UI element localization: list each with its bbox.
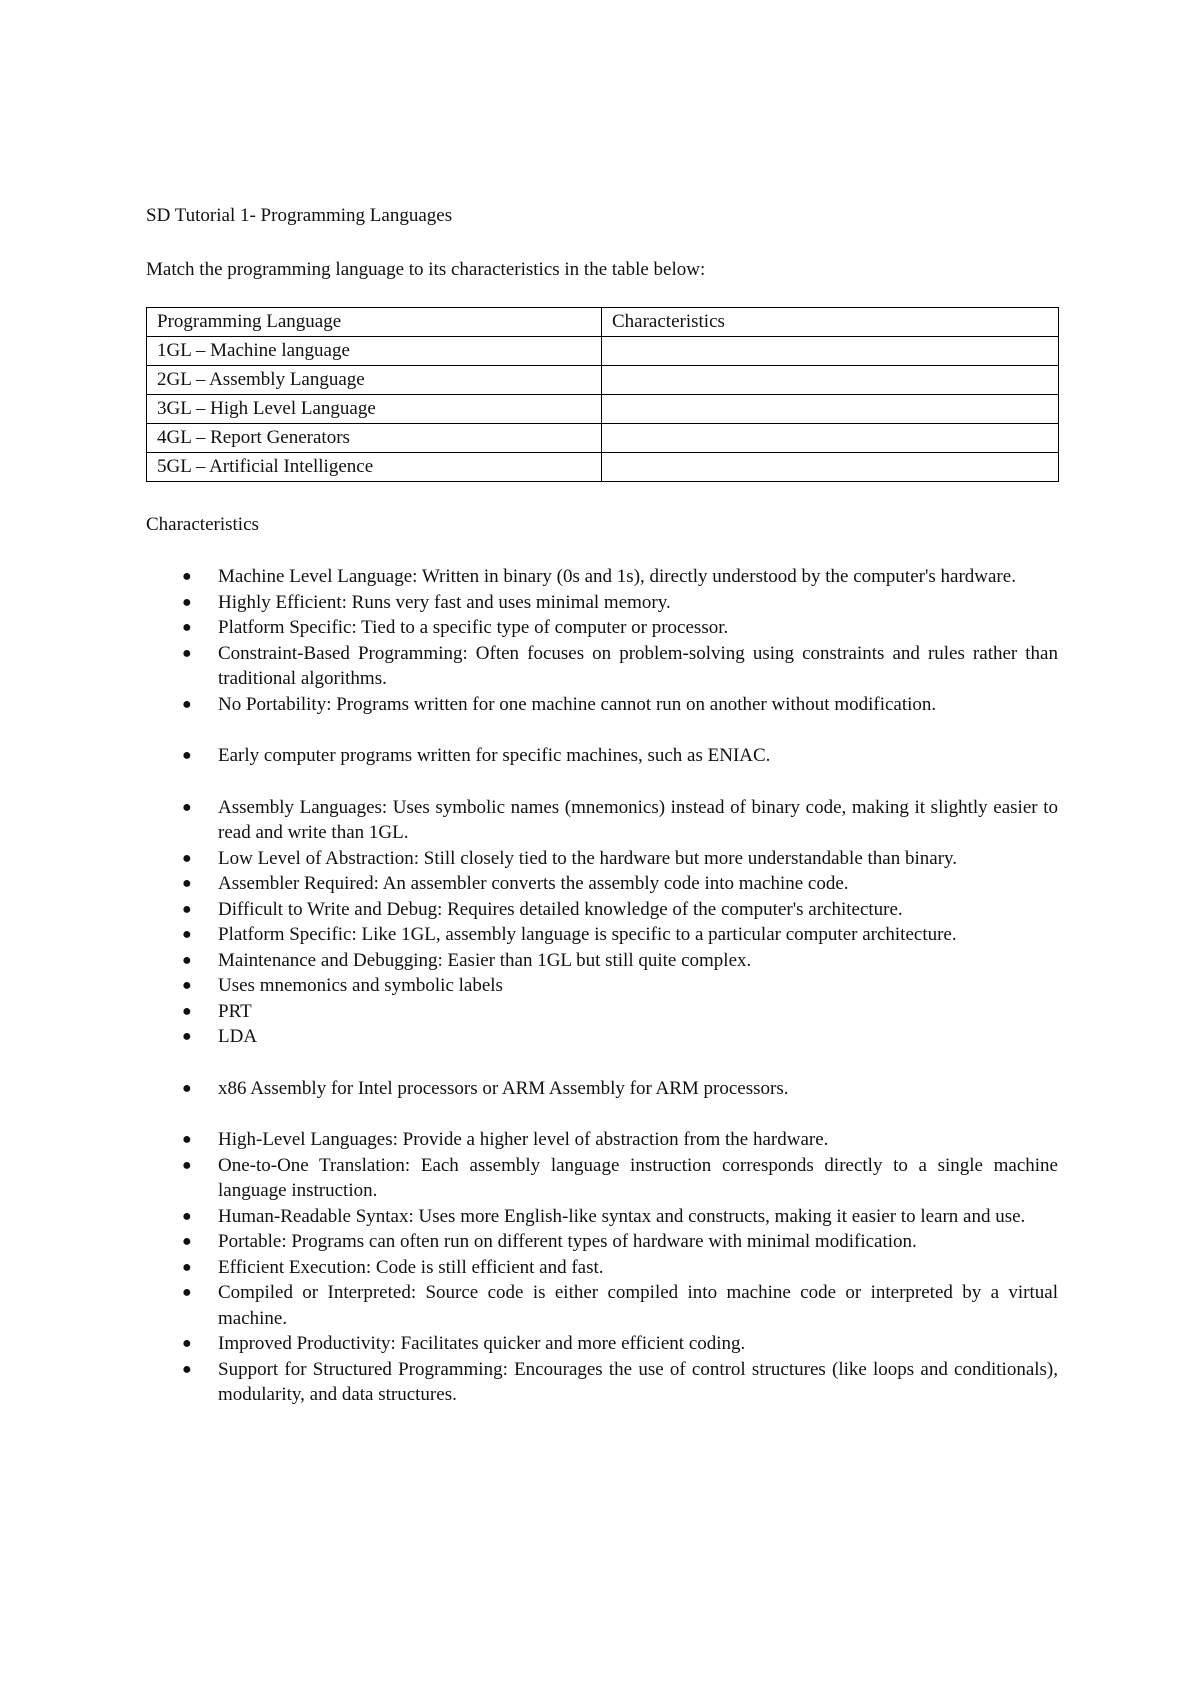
list-item-text: Support for Structured Programming: Encourages the use of control structures (like loops and conditionals), modularity, and data structures. [218,1358,1058,1405]
list-item [146,922,1058,948]
bullet-icon: ● [182,619,192,636]
bullet-icon: ● [182,644,192,662]
language-cell: 1GL – Machine language [147,337,602,366]
list-item [146,590,1058,616]
list-item [146,564,1058,590]
list-item-text: Maintenance and Debugging: Easier than 1GL but still quite complex. [218,949,752,971]
list-item [146,1076,1058,1102]
table-body [147,337,1059,482]
bullet-icon: ● [182,1156,192,1174]
bullet-icon: ● [182,875,192,892]
list-item [146,1153,1058,1204]
bullet-icon: ● [182,1002,192,1020]
table-row [147,453,1059,482]
characteristics-cell[interactable] [602,395,1059,424]
matching-table [146,307,1059,482]
instruction-text: Match the programming language to its characteristics in the table below: [146,259,706,280]
bullet-list [146,795,1058,1050]
characteristics-cell[interactable] [602,424,1059,453]
bullet-icon: ● [182,1233,192,1250]
list-item [146,1280,1058,1331]
list-item-text: One-to-One Translation: Each assembly language instruction corresponds directly to a single machine language instruction. [218,1154,1058,1201]
bullet-icon: ● [182,977,192,994]
header-characteristics: Characteristics [602,308,1059,337]
list-item [146,1255,1058,1281]
list-item [146,1024,1058,1050]
bullet-icon: ● [182,593,192,611]
list-item-text: Uses mnemonics and symbolic labels [218,975,503,996]
list-item-text: PRT [218,1000,252,1022]
bullet-icon: ● [182,1284,192,1301]
bullet-icon: ● [182,926,192,943]
bullet-icon: ● [182,1360,192,1378]
list-item [146,692,1058,718]
list-item [146,871,1058,897]
language-cell: 5GL – Artificial Intelligence [147,453,602,482]
list-item-text: No Portability: Programs written for one machine cannot run on another without modification. [218,693,937,715]
bullet-icon: ● [182,1079,192,1097]
list-item-text: Early computer programs written for specific machines, such as ENIAC. [218,745,771,766]
bullet-list [146,1127,1058,1408]
list-item [146,1331,1058,1357]
list-item [146,1357,1058,1408]
list-item-text: Assembly Languages: Uses symbolic names (mnemonics) instead of binary code, making it slightly easier to read and write than 1GL. [218,796,1058,843]
bullet-icon: ● [182,798,192,816]
list-item-text: Improved Productivity: Facilitates quicker and more efficient coding. [218,1333,746,1354]
list-item-text: Platform Specific: Like 1GL, assembly language is specific to a particular computer architecture. [218,924,957,945]
list-item [146,948,1058,974]
list-item-text: Highly Efficient: Runs very fast and uses minimal memory. [218,591,671,613]
list-item-text: Machine Level Language: Written in binary (0s and 1s), directly understood by the computer's hardware. [218,566,1016,587]
language-cell: 3GL – High Level Language [147,395,602,424]
characteristics-heading: Characteristics [146,514,259,535]
list-item [146,999,1058,1025]
document-title: SD Tutorial 1- Programming Languages [146,205,453,226]
list-item-text: Low Level of Abstraction: Still closely tied to the hardware but more understandable than binary. [218,847,958,869]
bullet-icon: ● [182,1131,192,1148]
characteristics-cell[interactable] [602,337,1059,366]
table-row [147,424,1059,453]
bullet-list [146,1076,1058,1102]
table-row [147,395,1059,424]
table-row [147,366,1059,395]
list-item [146,795,1058,846]
bullet-icon: ● [182,900,192,918]
bullet-icon: ● [182,695,192,713]
list-item-text: Assembler Required: An assembler converts the assembly code into machine code. [218,873,849,894]
list-item-text: x86 Assembly for Intel processors or ARM Assembly for ARM processors. [218,1077,789,1099]
list-item-text: High-Level Languages: Provide a higher level of abstraction from the hardware. [218,1129,829,1150]
bullet-list [146,743,1058,769]
list-item-text: Platform Specific: Tied to a specific type of computer or processor. [218,617,729,638]
list-item-text: Efficient Execution: Code is still efficient and fast. [218,1256,604,1278]
bullet-icon: ● [182,747,192,764]
bullet-icon: ● [182,1335,192,1352]
list-item [146,897,1058,923]
bullet-icon: ● [182,568,192,585]
characteristics-cell[interactable] [602,453,1059,482]
list-item [146,743,1058,769]
list-item [146,973,1058,999]
list-item [146,1127,1058,1153]
list-item [146,615,1058,641]
language-cell: 4GL – Report Generators [147,424,602,453]
bullet-icon: ● [182,1258,192,1276]
list-item-text: Portable: Programs can often run on different types of hardware with minimal modification. [218,1231,917,1252]
list-item [146,846,1058,872]
bullet-icon: ● [182,1028,192,1045]
list-item-text: LDA [218,1026,258,1047]
list-item-text: Constraint-Based Programming: Often focuses on problem-solving using constraints and rules rather than traditional algorithms. [218,642,1058,689]
list-item-text: Compiled or Interpreted: Source code is either compiled into machine code or interpreted by a virtual machine. [218,1282,1058,1329]
document-page [146,203,1058,1408]
table-row [147,337,1059,366]
table-header-row [147,308,1059,337]
characteristics-cell[interactable] [602,366,1059,395]
bullet-icon: ● [182,951,192,969]
list-item-text: Difficult to Write and Debug: Requires detailed knowledge of the computer's architecture. [218,898,903,920]
list-item [146,1229,1058,1255]
list-item [146,1204,1058,1230]
bullet-icon: ● [182,1207,192,1225]
list-item-text: Human-Readable Syntax: Uses more English-like syntax and constructs, making it easier to learn and use. [218,1205,1026,1227]
bullet-list [146,564,1058,717]
characteristics-lists [146,564,1058,1408]
language-cell: 2GL – Assembly Language [147,366,602,395]
bullet-icon: ● [182,849,192,867]
list-item [146,641,1058,692]
header-programming-language: Programming Language [147,308,602,337]
